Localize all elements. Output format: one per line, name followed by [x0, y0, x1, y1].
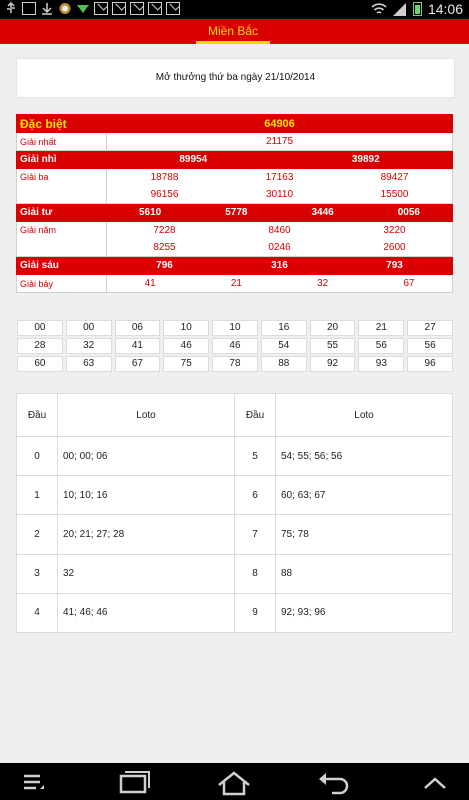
- loto-number-cell: 21: [358, 320, 404, 336]
- recent-apps-icon[interactable]: [104, 763, 164, 800]
- seventh-prize-value: 21: [230, 278, 242, 289]
- loto-number-cell: 75: [163, 356, 209, 372]
- loto-number-cell: 06: [115, 320, 161, 336]
- status-bar: [0, 0, 469, 19]
- loto-dau-cell: 3: [17, 554, 58, 593]
- third-prize-label: Giải ba: [17, 169, 107, 204]
- loto-number-cell: 46: [163, 338, 209, 354]
- loto-dau-cell: 6: [235, 476, 276, 515]
- signal-icon: [393, 3, 407, 16]
- mail-icon: [112, 2, 126, 15]
- loto-header-row: [17, 394, 453, 437]
- usb-icon: [4, 2, 18, 15]
- loto-values-cell: 20; 21; 27; 28: [58, 515, 235, 554]
- fifth-prize-label: Giải năm: [17, 222, 107, 257]
- second-prize-value: 39892: [351, 154, 380, 165]
- loto-values-cell: 88: [276, 554, 453, 593]
- clock: 14:06: [427, 1, 463, 17]
- loto-numbers-grid: [17, 320, 453, 372]
- fifth-prize-value: 3220: [383, 225, 406, 236]
- loto-number-cell: 20: [310, 320, 356, 336]
- sixth-prize-value: 316: [271, 260, 288, 271]
- row-first-prize: [17, 133, 453, 151]
- download-icon: [40, 2, 54, 15]
- sixth-prize-value: 793: [386, 260, 403, 271]
- loto-number-cell: 10: [212, 320, 258, 336]
- loto-number-cell: 46: [212, 338, 258, 354]
- row-third-prize: [17, 169, 453, 187]
- row-seventh-prize: [17, 275, 453, 293]
- loto-dau-cell: 5: [235, 437, 276, 476]
- loto-number-cell: 00: [17, 320, 63, 336]
- row-fourth-prize: [17, 204, 453, 222]
- tab-bar: [0, 19, 469, 44]
- app-icon: [58, 2, 72, 15]
- tab-label: Miền Bắc: [207, 24, 259, 38]
- second-prize-label: Giải nhì: [17, 151, 107, 169]
- loto-dau-cell: 9: [235, 593, 276, 632]
- header-dau: Đầu: [235, 394, 276, 437]
- loto-number-cell: 55: [310, 338, 356, 354]
- row-special-prize: [17, 115, 453, 133]
- third-prize-value: 30110: [265, 189, 294, 200]
- fourth-prize-value: 5778: [225, 207, 248, 218]
- loto-number-cell: 63: [66, 356, 112, 372]
- third-prize-value: 89427: [380, 172, 409, 183]
- up-chevron-icon[interactable]: [405, 763, 465, 800]
- back-icon[interactable]: [304, 763, 364, 800]
- loto-number-cell: 60: [17, 356, 63, 372]
- results-table: [16, 114, 453, 293]
- loto-number-cell: 78: [212, 356, 258, 372]
- battery-icon: [413, 2, 422, 16]
- loto-number-cell: 10: [163, 320, 209, 336]
- loto-dau-cell: 7: [235, 515, 276, 554]
- fifth-prize-value: 2600: [383, 242, 406, 253]
- loto-number-cell: 92: [310, 356, 356, 372]
- image-icon: [22, 2, 36, 15]
- second-prize-value: 89954: [179, 154, 208, 165]
- loto-row: [17, 593, 453, 632]
- third-prize-value: 17163: [265, 172, 294, 183]
- header-loto: Loto: [58, 394, 235, 437]
- loto-number-cell: 56: [358, 338, 404, 354]
- loto-number-cell: 41: [115, 338, 161, 354]
- loto-dau-cell: 1: [17, 476, 58, 515]
- loto-number-cell: 54: [261, 338, 307, 354]
- loto-dau-cell: 4: [17, 593, 58, 632]
- loto-number-cell: 27: [407, 320, 453, 336]
- loto-values-cell: 75; 78: [276, 515, 453, 554]
- loto-values-cell: 60; 63; 67: [276, 476, 453, 515]
- loto-row: [17, 476, 453, 515]
- home-icon[interactable]: [204, 763, 264, 800]
- mail-icon: [166, 2, 180, 15]
- wifi-icon: [76, 2, 90, 15]
- loto-number-cell: 56: [407, 338, 453, 354]
- loto-values-cell: 10; 10; 16: [58, 476, 235, 515]
- seventh-prize-label: Giải bảy: [17, 275, 107, 293]
- seventh-prize-value: 41: [144, 278, 156, 289]
- loto-number-cell: 16: [261, 320, 307, 336]
- loto-number-cell: 28: [17, 338, 63, 354]
- loto-number-cell: 88: [261, 356, 307, 372]
- loto-values-cell: 54; 55; 56; 56: [276, 437, 453, 476]
- third-prize-value: 15500: [380, 189, 409, 200]
- third-prize-value: 18788: [150, 172, 179, 183]
- loto-row: [17, 554, 453, 593]
- loto-number-cell: 93: [358, 356, 404, 372]
- header-loto: Loto: [276, 394, 453, 437]
- loto-values-cell: 41; 46; 46: [58, 593, 235, 632]
- fourth-prize-value: 3446: [311, 207, 334, 218]
- loto-number-cell: 32: [66, 338, 112, 354]
- loto-dau-cell: 0: [17, 437, 58, 476]
- sixth-prize-label: Giải sáu: [17, 257, 107, 275]
- seventh-prize-value: 67: [403, 278, 415, 289]
- loto-number-cell: 96: [407, 356, 453, 372]
- mail-icon: [94, 2, 108, 15]
- loto-number-cell: 67: [115, 356, 161, 372]
- mail-icon: [130, 2, 144, 15]
- tab-indicator: [196, 41, 270, 44]
- header-dau: Đầu: [17, 394, 58, 437]
- loto-dau-cell: 8: [235, 554, 276, 593]
- fifth-prize-value: 7228: [153, 225, 176, 236]
- fourth-prize-label: Giải tư: [17, 204, 107, 222]
- first-prize-label: Giải nhất: [17, 133, 107, 151]
- seventh-prize-value: 32: [317, 278, 329, 289]
- fourth-prize-value: 5610: [139, 207, 162, 218]
- fifth-prize-value: 8255: [153, 242, 176, 253]
- navigation-bar: [0, 763, 469, 800]
- mail-icon: [148, 2, 162, 15]
- loto-dau-cell: 2: [17, 515, 58, 554]
- fifth-prize-value: 8460: [268, 225, 291, 236]
- loto-number-cell: 00: [66, 320, 112, 336]
- loto-values-cell: 32: [58, 554, 235, 593]
- draw-date-title: [16, 58, 455, 98]
- special-prize-value: 64906: [107, 115, 453, 133]
- first-prize-value: 21175: [107, 133, 453, 151]
- row-sixth-prize: [17, 257, 453, 275]
- loto-table: [16, 393, 453, 633]
- loto-values-cell: 92; 93; 96: [276, 593, 453, 632]
- third-prize-value: 96156: [150, 189, 179, 200]
- draw-date-text: Mở thưởng thứ ba ngày 21/10/2014: [155, 72, 316, 83]
- fifth-prize-value: 0246: [268, 242, 291, 253]
- fourth-prize-value: 0056: [397, 207, 420, 218]
- row-second-prize: [17, 151, 453, 169]
- tab-mien-bac[interactable]: [196, 19, 270, 44]
- loto-row: [17, 515, 453, 554]
- row-fifth-prize: [17, 222, 453, 240]
- loto-row: [17, 437, 453, 476]
- sixth-prize-value: 796: [156, 260, 173, 271]
- special-prize-label: Đặc biệt: [17, 115, 107, 133]
- notification-icons: [4, 2, 180, 15]
- menu-icon[interactable]: [4, 763, 64, 800]
- wifi-signal-icon: [371, 3, 387, 16]
- loto-values-cell: 00; 00; 06: [58, 437, 235, 476]
